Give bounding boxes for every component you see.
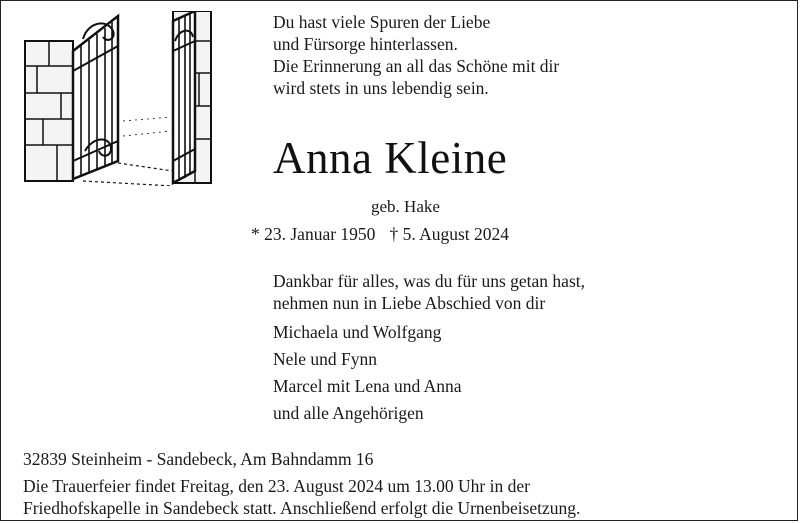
service-line: Die Trauerfeier findet Freitag, den 23. August 2024 um 13.00 Uhr in der xyxy=(23,476,530,496)
mourner-entry: Marcel mit Lena und Anna xyxy=(273,376,462,396)
funeral-service-info xyxy=(23,475,783,519)
poem-line: Die Erinnerung an all das Schöne mit dir xyxy=(273,56,560,76)
mourner-entry: und alle Angehörigen xyxy=(273,403,424,423)
memorial-poem xyxy=(273,11,559,99)
life-dates xyxy=(251,223,509,245)
birth-date: * 23. Januar 1950 xyxy=(251,224,376,244)
open-garden-gate-icon xyxy=(23,11,213,186)
service-line: Friedhofskapelle in Sandebeck statt. Anschließend erfolgt die Urnenbeisetzung. xyxy=(23,498,581,518)
farewell-line: Dankbar für alles, was du für uns getan hast, xyxy=(273,271,585,291)
farewell-line: nehmen nun in Liebe Abschied von dir xyxy=(273,293,546,313)
family-address: 32839 Steinheim - Sandebeck, Am Bahndamm 16 xyxy=(23,449,374,469)
mourners-list xyxy=(273,319,462,427)
poem-line: Du hast viele Spuren der Liebe xyxy=(273,12,491,32)
poem-line: wird stets in uns lebendig sein. xyxy=(273,78,489,98)
farewell-text xyxy=(273,270,585,314)
poem-line: und Fürsorge hinterlassen. xyxy=(273,34,458,54)
mourner-entry: Nele und Fynn xyxy=(273,349,378,369)
death-date: † 5. August 2024 xyxy=(389,224,510,244)
mourner-entry: Michaela und Wolfgang xyxy=(273,322,442,342)
deceased-name: Anna Kleine xyxy=(273,133,508,183)
birth-name: geb. Hake xyxy=(371,197,440,216)
